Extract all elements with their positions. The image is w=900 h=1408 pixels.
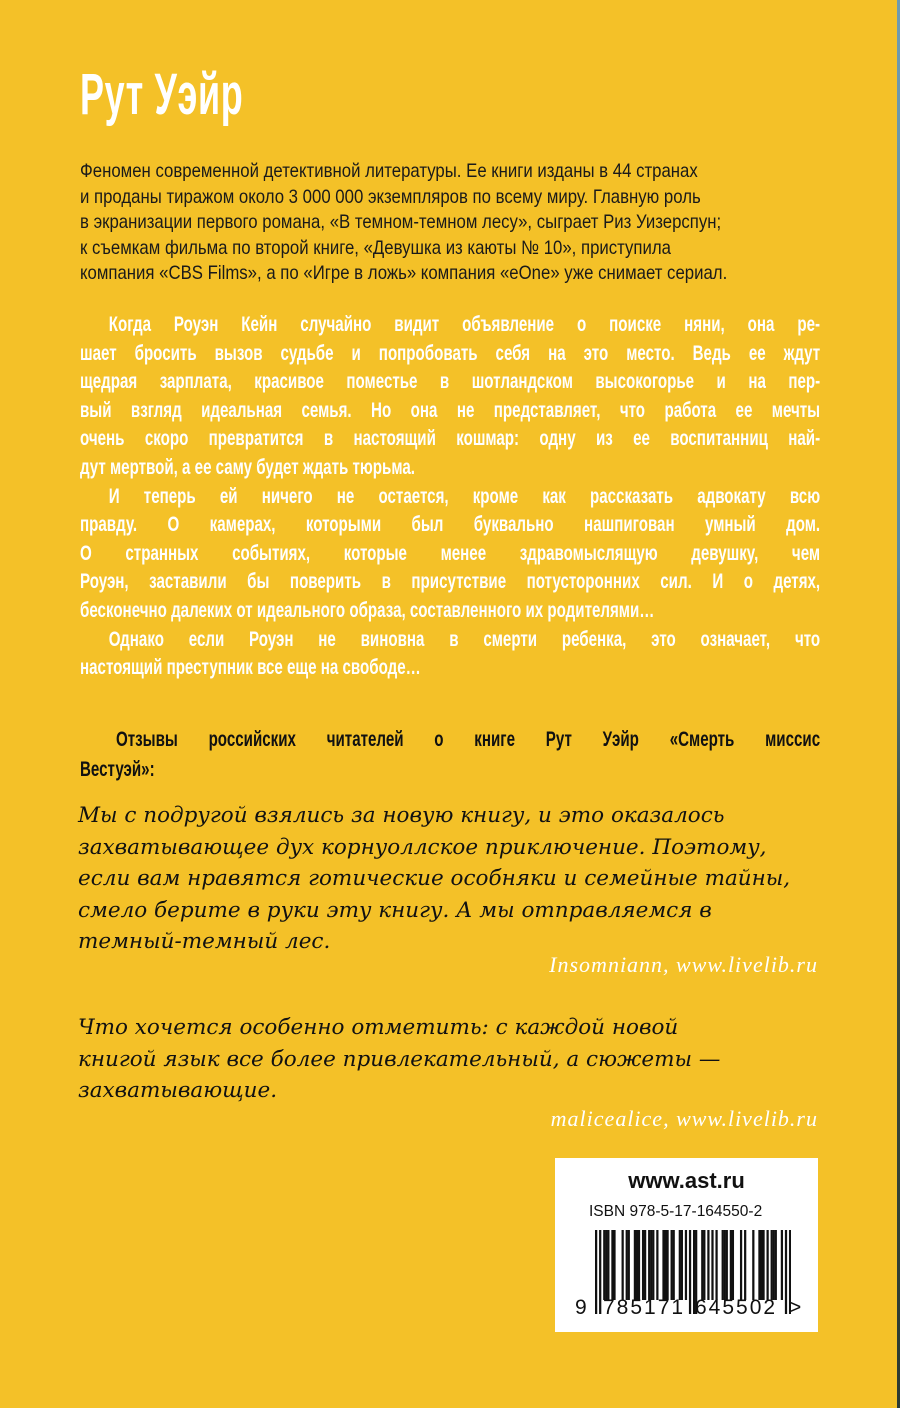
barcode-digit-first: 9 xyxy=(575,1296,587,1319)
review-line: смело берите в руки эту книгу. А мы отправляемся в xyxy=(78,897,712,923)
synopsis-line: Однако если Роуэн не виновна в смерти ребенка, это означает, что xyxy=(108,627,821,651)
synopsis-line: правду. О камерах, которыми был буквально нашпигован умный дом. xyxy=(80,513,821,537)
synopsis-line: шает бросить вызов судьбе и попробовать себя на это место. Ведь ее ждут xyxy=(80,341,821,365)
reviews-heading-line: Отзывы российских читателей о книге Рут Уэйр «Смерть миссис xyxy=(116,728,821,751)
review-quote xyxy=(78,1012,720,1107)
reviews-heading-line: Вестуэй»: xyxy=(80,758,155,781)
synopsis-line: Роуэн, заставили бы поверить в присутствие потусторонних сил. И о детях, xyxy=(80,570,821,594)
isbn-label: ISBN 978-5-17-164550-2 xyxy=(589,1203,763,1220)
author-bio xyxy=(80,159,837,287)
bio-line: к съемкам фильма по второй книге, «Девушка из каюты № 10», приступила xyxy=(80,236,671,259)
synopsis-line: бесконечно далеких от идеального образа, составленного их родителями… xyxy=(80,598,655,622)
bio-line: и проданы тиражом около 3 000 000 экземпляров по всему миру. Главную роль xyxy=(80,185,701,208)
synopsis-line: вый взгляд идеальная семья. Но она не представляет, что работа ее мечты xyxy=(80,398,821,422)
barcode-digits-right: 645502 xyxy=(695,1296,778,1319)
bio-line: Феномен современной детективной литературы. Ее книги изданы в 44 странах xyxy=(80,160,698,182)
synopsis-line: дут мертвой, а ее саму будет ждать тюрьма. xyxy=(80,455,415,479)
synopsis-line: очень скоро превратится в настоящий кошмар: одну из ее воспитанниц най- xyxy=(80,427,821,451)
bio-line: в экранизации первого романа, «В темном-темном лесу», сыграет Риз Уизерспун; xyxy=(80,211,722,234)
author-name: Рут Уэйр xyxy=(80,62,244,127)
synopsis xyxy=(80,311,820,683)
review-attribution: Insomniann, www.livelib.ru xyxy=(549,952,818,977)
publisher-site: www.ast.ru xyxy=(628,1168,745,1193)
review-line: темный-темный лес. xyxy=(78,929,331,954)
review-line: Мы с подругой взялись за новую книгу, и это оказалось xyxy=(78,803,725,828)
review-quote xyxy=(78,800,790,958)
synopsis-line: И теперь ей ничего не остается, кроме как рассказать адвокату всю xyxy=(108,484,821,508)
review-line: захватывающее дух корнуоллское приключение. Поэтому, xyxy=(78,834,767,860)
barcode-box xyxy=(555,1158,818,1332)
quiet-zone-marker: > xyxy=(789,1296,802,1319)
reviews-heading xyxy=(80,725,900,785)
review-line: если вам нравятся готические особняки и семейные тайны, xyxy=(78,866,791,891)
synopsis-line: щедрая зарплата, красивое поместье в шотландском высокогорье и на пер- xyxy=(80,370,821,394)
synopsis-line: О странных событиях, которые менее здравомыслящую девушку, чем xyxy=(80,541,821,565)
synopsis-line: настоящий преступник все еще на свободе… xyxy=(80,656,421,680)
bio-line: компания «CBS Films», а по «Игре в ложь» компания «eOne» уже снимает сериал. xyxy=(80,262,728,285)
synopsis-line: Когда Роуэн Кейн случайно видит объявление о поиске няни, она ре- xyxy=(108,313,821,336)
review-line: захватывающие. xyxy=(78,1078,278,1103)
barcode-digits-left: 785171 xyxy=(603,1296,686,1319)
review-attribution: malicealice, www.livelib.ru xyxy=(550,1106,818,1131)
review-line: книгой язык все более привлекательный, а сюжеты — xyxy=(78,1046,721,1072)
review-line: Что хочется особенно отметить: с каждой новой xyxy=(78,1015,679,1040)
